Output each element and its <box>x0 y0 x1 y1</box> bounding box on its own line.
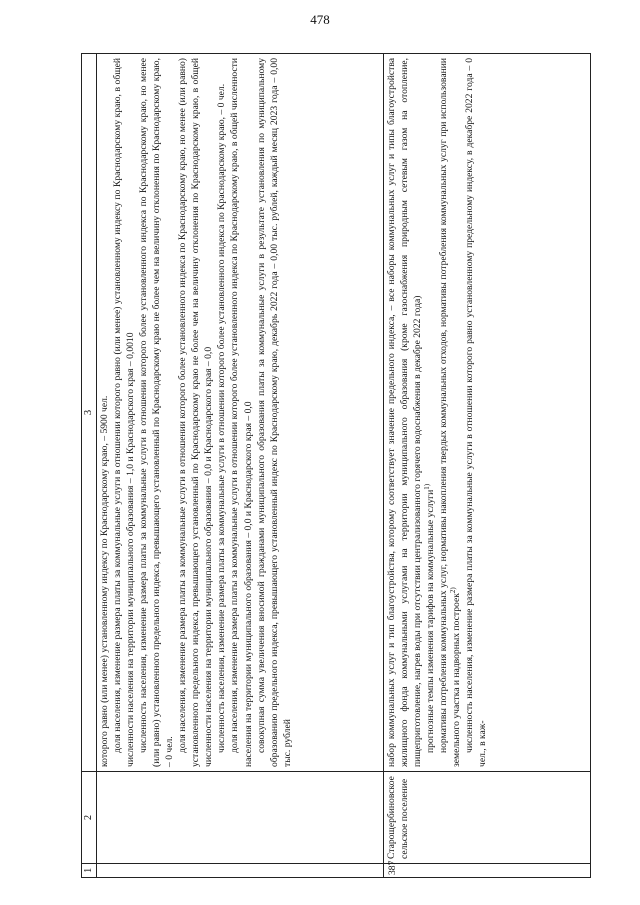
indicator-paragraph: совокупная сумма увеличения вносимой гражданами муниципального образования платы за коммунальные услуги в результате установления по муниципальному образованию предельного индекса, превышающего установленный индекс по Краснодарскому краю, декабрь 2022 года – 0,00 тыс. рублей, каждый месяц 2023 года – 0,00 тыс. рублей <box>255 58 293 767</box>
table-header-row <box>82 54 97 878</box>
indicator-paragraph: доля населения, изменение размера платы за коммунальные услуги в отношении которого более установленного индекса по Краснодарскому краю, но менее (или равно) установленного предельного индекса, превышающего установленный по Краснодарскому краю не более чем на величину отклонения по Краснодарскому краю, в общей численности населения на территории муниципального образования – 0,0 и Краснодарского края – 0,0 <box>177 58 215 767</box>
footnote-mark: 1) <box>422 483 431 490</box>
table-row-continuation <box>97 54 384 878</box>
footnote-mark: 2) <box>449 587 458 594</box>
page-number: 478 <box>310 12 330 27</box>
indicator-paragraph <box>424 58 437 767</box>
indicator-paragraph: набор коммунальных услуг и тип благоустройства, которому соответствует значение предельного индекса, – все наборы коммунальных услуг и типы благоустройства жилищного фонда коммунальными услугами на территории муниципального образования (кроме газоснабжения природным сетевым газом на отопление, пищеприготовление, нагрев воды при отсутствии централизованного горячего водоснабжения в декабре 2022 года) <box>386 58 424 767</box>
row-number-cell <box>97 864 384 878</box>
indicators-cell <box>97 54 384 772</box>
indicator-paragraph: численность населения, изменение размера платы за коммунальные услуги в отношении которого более установленного индекса по Краснодарскому краю, – 0 чел. <box>216 83 228 753</box>
indicator-paragraph: численность населения, изменение размера платы за коммунальные услуги в отношении которого равно установленному предельному индексу, в декабре 2022 года – 0 чел., в каж- <box>464 58 489 767</box>
indicators-cell <box>384 54 591 772</box>
index-table <box>81 53 591 878</box>
indicator-paragraph: которого равно (или менее) установленному индексу по Краснодарскому краю, – 5900 чел. <box>99 395 110 767</box>
row-number-cell: 387 <box>384 864 591 878</box>
rotated-table-container <box>81 53 591 878</box>
indicator-paragraph: доля населения, изменение размера платы за коммунальные услуги в отношении которого более установленного индекса по Краснодарскому краю, в общей численности населения на территории муниципального образования – 0,0 и Краснодарского края – 0,0 <box>229 58 254 767</box>
column-header-1: 1 <box>82 864 97 878</box>
municipality-cell: Старощербиновское сельское поселение <box>384 772 591 864</box>
indicator-paragraph <box>437 58 463 767</box>
indicator-text: нормативы потребления коммунальных услуг, нормативы накопления твердых коммунальных отходов, нормативы потребления коммунальных услуг при использовании земельного участка и надворных построек <box>438 58 463 767</box>
municipality-cell <box>97 772 384 864</box>
table-row-387 <box>384 54 591 878</box>
indicator-text: прогнозные темпы изменения тарифов на коммунальные услуги <box>425 489 437 753</box>
column-header-2: 2 <box>82 772 97 864</box>
column-header-3: 3 <box>82 54 97 772</box>
indicator-paragraph: численность населения, изменение размера платы за коммунальные услуги в отношении которого более установленного индекса по Краснодарскому краю, но менее (или равно) установленного предельного индекса, превышающего установленный по Краснодарскому краю не более чем на величину отклонения по Краснодарскому краю, – 0 чел. <box>138 58 176 767</box>
indicator-paragraph: доля населения, изменение размера платы за коммунальные услуги в отношении которого равно (или менее) установленному индексу по Краснодарскому краю, в общей численности населения на территории муниципального образования – 1,0 и Краснодарского края – 0,0010 <box>112 58 137 767</box>
